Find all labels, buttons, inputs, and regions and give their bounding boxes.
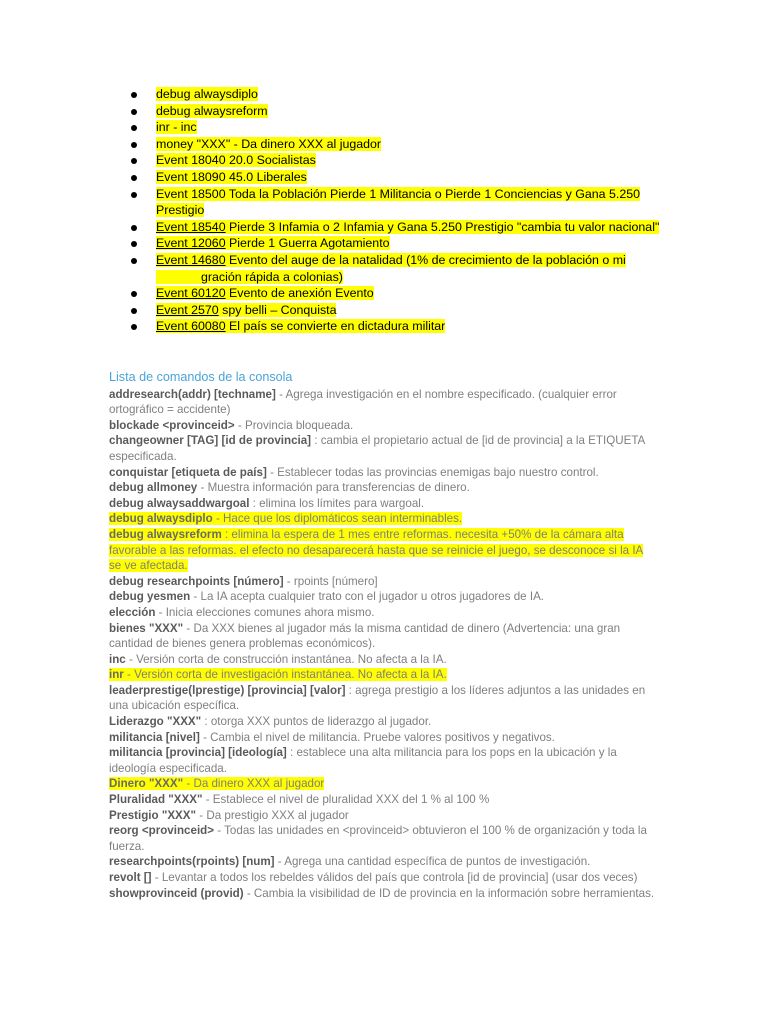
bullet-item bbox=[128, 318, 668, 335]
command-description: : elimina los límites para wargoal. bbox=[249, 496, 425, 510]
command-name: Pluralidad "XXX" bbox=[109, 793, 203, 807]
command-description: - La IA acepta cualquier trato con el jugador u otros jugadores de IA. bbox=[190, 590, 545, 604]
console-entry bbox=[109, 808, 657, 824]
command-name: debug alwaysdiplo bbox=[109, 512, 213, 526]
command-description: - Muestra información para transferencias de dinero. bbox=[197, 481, 470, 495]
command-name: militancia [provincia] [ideología] bbox=[109, 746, 287, 760]
bullet-text bbox=[156, 187, 640, 218]
console-entry bbox=[109, 854, 657, 870]
bullet-text bbox=[156, 303, 336, 317]
console-entry bbox=[109, 621, 657, 652]
command-description: - Establecer todas las provincias enemigas bajo nuestro control. bbox=[266, 465, 599, 479]
bullet-dot-icon bbox=[131, 109, 137, 115]
command-description: - Levantar a todos los rebeldes válidos del país que controla [id de provincia] (usar dos veces) bbox=[151, 871, 638, 884]
bullet-description: El país se convierte en dictadura militar bbox=[225, 319, 446, 334]
bullet-text bbox=[156, 153, 316, 167]
bullet-dot-icon bbox=[131, 142, 137, 148]
command-description: : cambia el propietario actual de [id de provincia] a la ETIQUETA especificada. bbox=[109, 434, 645, 463]
bullet-text bbox=[156, 104, 268, 118]
bullet-dot-icon bbox=[131, 241, 137, 247]
bullet-item bbox=[128, 252, 668, 285]
bullet-description: Evento del auge de la natalidad (1% de crecimiento de la población o mi bbox=[225, 252, 626, 267]
bullet-description: Event 18090 45.0 Liberales bbox=[156, 169, 307, 184]
bullet-item bbox=[128, 136, 668, 153]
command-description: - Da XXX bienes al jugador más la misma cantidad de dinero (Advertencia: una gran cantidad de bienes genera problemas económicos). bbox=[109, 621, 621, 651]
command-name: bienes "XXX" bbox=[109, 621, 184, 635]
console-entry bbox=[109, 886, 657, 902]
bullet-description: Event 18500 Toda la Población Pierde 1 Militancia o Pierde 1 Conciencias y Gana 5.250 Prestigio bbox=[156, 186, 641, 218]
bullet-dot-icon bbox=[131, 192, 137, 198]
console-entry bbox=[109, 465, 657, 481]
bullet-item bbox=[128, 219, 668, 236]
command-name: Prestigio "XXX" bbox=[109, 808, 197, 822]
command-name: inc bbox=[109, 652, 126, 666]
bullet-description: inr - inc bbox=[156, 120, 197, 135]
command-name: changeowner [TAG] [id de provincia] bbox=[109, 434, 312, 448]
bullet-description: debug alwaysreform bbox=[156, 103, 268, 118]
console-entry bbox=[109, 714, 657, 730]
command-description: - Inicia elecciones comunes ahora mismo. bbox=[155, 605, 375, 619]
command-name: blockade <provinceid> bbox=[109, 418, 235, 432]
console-entry bbox=[109, 589, 657, 605]
console-entry bbox=[109, 480, 657, 496]
command-name: addresearch(addr) [techname] bbox=[109, 387, 276, 401]
bullet-description: money "XXX" - Da dinero XXX al jugador bbox=[156, 136, 382, 151]
command-name: debug researchpoints [número] bbox=[109, 574, 284, 588]
command-name: debug alwaysreform bbox=[109, 527, 222, 541]
bullet-description: spy belli – Conquista bbox=[218, 302, 337, 317]
command-name: showprovinceid (provid) bbox=[109, 886, 244, 900]
event-link[interactable]: Event 12060 bbox=[156, 236, 226, 251]
command-description: - Provincia bloqueada. bbox=[234, 418, 354, 432]
command-description: : agrega prestigio a los líderes adjuntos a las unidades en una ubicación específica. bbox=[109, 683, 646, 713]
command-description: - rpoints [número] bbox=[283, 574, 378, 588]
bullet-dot-icon bbox=[131, 125, 137, 131]
console-entry bbox=[109, 870, 657, 886]
console-entry bbox=[109, 511, 657, 527]
command-description: - Versión corta de construcción instantánea. No afecta a la IA. bbox=[125, 652, 447, 666]
bullet-text bbox=[156, 236, 390, 250]
command-description: - Todas las unidades en <provinceid> obtuvieron el 100 % de organización y toda la fuerza. bbox=[109, 824, 647, 853]
bullet-dot-icon bbox=[131, 175, 137, 181]
bullet-item bbox=[128, 285, 668, 302]
console-entry bbox=[109, 433, 657, 464]
command-name: elección bbox=[109, 605, 156, 619]
command-name: conquistar [etiqueta de país] bbox=[109, 465, 267, 479]
command-description: - Hace que los diplomáticos sean interminables. bbox=[212, 512, 463, 526]
console-entry bbox=[109, 496, 657, 512]
console-entry bbox=[109, 527, 657, 574]
command-description: : otorga XXX puntos de liderazgo al jugador. bbox=[201, 715, 432, 729]
bullet-text bbox=[156, 220, 659, 234]
command-description: - Da dinero XXX al jugador bbox=[183, 777, 325, 791]
command-name: Dinero "XXX" bbox=[109, 777, 184, 791]
bullet-description: Evento de anexión Evento bbox=[225, 286, 374, 301]
bullet-item bbox=[128, 302, 668, 319]
bullet-dot-icon bbox=[131, 92, 137, 98]
event-link[interactable]: Event 14680 bbox=[156, 252, 226, 267]
event-link[interactable]: Event 2570 bbox=[156, 302, 219, 317]
bullet-item bbox=[128, 103, 668, 120]
command-description: - Establece el nivel de pluralidad XXX del 1 % al 100 % bbox=[202, 793, 490, 807]
console-entry bbox=[109, 387, 657, 418]
command-name: debug alwaysaddwargoal bbox=[109, 496, 250, 510]
console-entry bbox=[109, 652, 657, 668]
console-entry bbox=[109, 574, 657, 590]
bullet-dot-icon bbox=[131, 225, 137, 231]
bullet-dot-icon bbox=[131, 158, 137, 164]
bullet-text bbox=[156, 87, 258, 101]
bullet-continuation: gración rápida a colonias) bbox=[156, 270, 343, 284]
event-link[interactable]: Event 18540 bbox=[156, 219, 226, 234]
command-name: debug yesmen bbox=[109, 590, 191, 604]
bullet-item bbox=[128, 235, 668, 252]
event-link[interactable]: Event 60120 bbox=[156, 286, 226, 301]
console-entry bbox=[109, 745, 657, 776]
bullet-item bbox=[128, 169, 668, 186]
cheat-bullet-list bbox=[128, 86, 668, 335]
command-description: - Da prestigio XXX al jugador bbox=[196, 808, 349, 822]
bullet-description: Event 18040 20.0 Socialistas bbox=[156, 153, 316, 168]
bullet-item bbox=[128, 86, 668, 103]
bullet-dot-icon bbox=[131, 308, 137, 314]
console-heading: Lista de comandos de la consola bbox=[109, 370, 293, 384]
command-name: Liderazgo "XXX" bbox=[109, 715, 202, 729]
command-name: debug allmoney bbox=[109, 481, 198, 495]
command-name: reorg <provinceid> bbox=[109, 824, 215, 838]
console-entry-list bbox=[109, 387, 657, 902]
bullet-dot-icon bbox=[131, 258, 137, 264]
bullet-description: debug alwaysdiplo bbox=[156, 87, 258, 101]
console-entry bbox=[109, 418, 657, 434]
command-name: inr bbox=[109, 668, 124, 682]
bullet-text bbox=[156, 286, 374, 300]
bullet-text bbox=[156, 170, 307, 184]
bullet-item bbox=[128, 152, 668, 169]
command-description: - Versión corta de investigación instantánea. No afecta a la IA. bbox=[123, 668, 447, 682]
console-entry bbox=[109, 683, 657, 714]
command-name: researchpoints(rpoints) [num] bbox=[109, 855, 275, 869]
command-description: - Agrega una cantidad específica de puntos de investigación. bbox=[274, 855, 591, 869]
event-link[interactable]: Event 60080 bbox=[156, 319, 226, 334]
command-name: militancia [nivel] bbox=[109, 730, 200, 744]
console-commands-section bbox=[109, 370, 657, 901]
bullet-text bbox=[156, 253, 626, 267]
bullet-text bbox=[156, 120, 197, 134]
command-description: - Cambia la visibilidad de ID de provincia en la información sobre herramientas. bbox=[243, 886, 655, 900]
command-description: - Cambia el nivel de militancia. Pruebe valores positivos y negativos. bbox=[199, 730, 555, 744]
command-description: - Agrega investigación en el nombre especificado. (cualquier error ortográfico = accidente) bbox=[109, 387, 617, 417]
console-entry bbox=[109, 667, 657, 683]
command-name: revolt [] bbox=[109, 871, 152, 884]
bullet-text bbox=[156, 137, 381, 151]
console-entry bbox=[109, 730, 657, 746]
console-entry bbox=[109, 605, 657, 621]
command-description: : elimina la espera de 1 mes entre reformas. necesita +50% de la cámara alta favorable a las reformas. el efecto no desaparecerá hasta que se reinicie el juego, se desconoce si la IA se ve afectada. bbox=[109, 527, 643, 573]
command-name: leaderprestige(lprestige) [provincia] [valor] bbox=[109, 683, 346, 697]
bullet-text bbox=[156, 319, 445, 333]
bullet-description: Pierde 1 Guerra Agotamiento bbox=[225, 236, 390, 251]
bullet-item bbox=[128, 186, 668, 219]
bullet-item bbox=[128, 119, 668, 136]
console-entry bbox=[109, 823, 657, 854]
console-entry bbox=[109, 792, 657, 808]
bullet-description: Pierde 3 Infamia o 2 Infamia y Gana 5.250 Prestigio "cambia tu valor nacional" bbox=[225, 219, 660, 234]
bullet-dot-icon bbox=[131, 324, 137, 330]
bullet-dot-icon bbox=[131, 291, 137, 297]
command-description: : establece una alta militancia para los pops en la ubicación y la ideología especificada. bbox=[109, 746, 617, 775]
console-entry bbox=[109, 776, 657, 792]
